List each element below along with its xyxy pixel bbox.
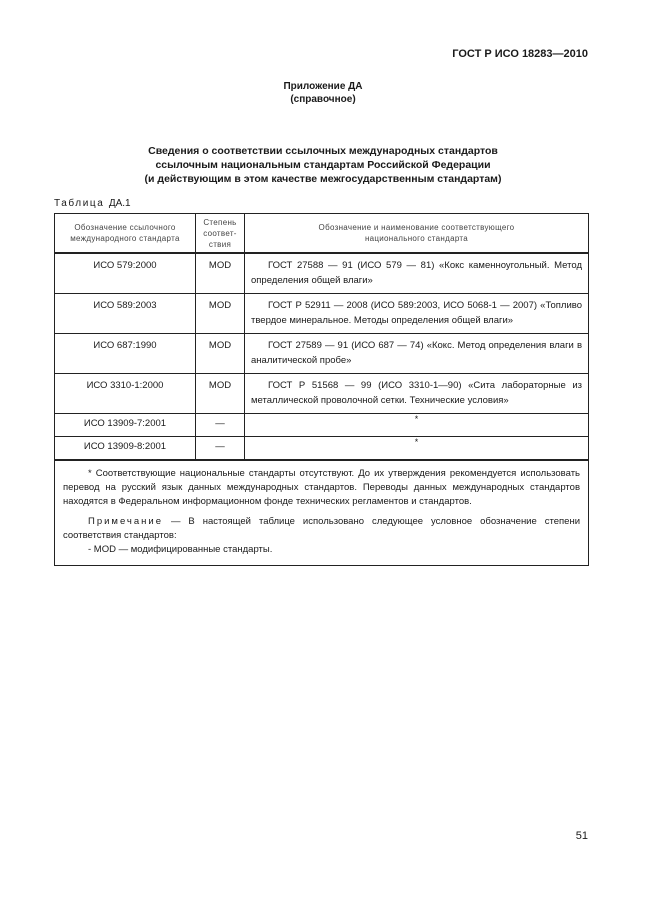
header-line: Степень: [203, 217, 237, 227]
note-item: [63, 543, 580, 557]
header-line: национального стандарта: [364, 234, 469, 243]
table-row: [55, 334, 589, 374]
header-line: международного стандарта: [70, 234, 180, 243]
intl-standard-cell: ИСО 579:2000: [55, 253, 196, 294]
appendix-subtitle: (справочное): [290, 94, 356, 105]
national-standard-text: ГОСТ Р 51568 — 99 (ИСО 3310-1—90) «Сита лабораторные из металлической проволочной сетки. Технические условия»: [251, 380, 582, 406]
degree-cell: MOD: [196, 253, 245, 294]
table-row: [55, 253, 589, 294]
table-row: [55, 294, 589, 334]
document-header: ГОСТ Р ИСО 18283—2010: [452, 48, 588, 60]
intl-standard-cell: ИСО 13909-8:2001: [55, 437, 196, 461]
national-standard-cell: [245, 294, 589, 334]
section-title: [0, 144, 646, 186]
table-caption: [54, 198, 131, 209]
national-standard-text: ГОСТ 27588 — 91 (ИСО 579 — 81) «Кокс каменноугольный. Метод определения общей влаги»: [251, 260, 582, 286]
degree-cell: MOD: [196, 334, 245, 374]
standards-table: [54, 213, 589, 566]
column-header-intl: [55, 214, 196, 254]
footnote-text: [63, 467, 580, 509]
degree-cell: MOD: [196, 374, 245, 414]
column-header-national: [245, 214, 589, 254]
table-footer-row: [55, 460, 589, 566]
column-header-degree: [196, 214, 245, 254]
page-number: 51: [575, 830, 588, 842]
national-standard-cell: [245, 374, 589, 414]
table-row: [55, 437, 589, 461]
header-line: соответ-: [203, 228, 237, 238]
note-paragraph: [63, 515, 580, 543]
national-standard-text: ГОСТ 27589 — 91 (ИСО 687 — 74) «Кокс. Метод определения влаги в аналитической пробе»: [251, 340, 582, 366]
header-line: ствия: [208, 239, 232, 249]
intl-standard-cell: ИСО 3310-1:2000: [55, 374, 196, 414]
degree-cell: MOD: [196, 294, 245, 334]
section-title-line: ссылочным национальным стандартам Российской Федерации: [155, 159, 491, 171]
section-title-line: Сведения о соответствии ссылочных международных стандартов: [148, 145, 498, 157]
national-standard-text: ГОСТ Р 52911 — 2008 (ИСО 589:2003, ИСО 5068-1 — 2007) «Топливо твердое минеральное. Методы определения общей влаги»: [251, 300, 582, 326]
degree-cell: —: [196, 414, 245, 437]
note-text: — В настоящей таблице использовано следующее условное обозначение степени соответствия стандартов:: [63, 516, 580, 541]
table-caption-number: ДА.1: [108, 198, 131, 209]
section-title-line: (и действующим в этом качестве межгосударственным стандартам): [144, 173, 502, 185]
note-item-text: - MOD — модифицированные стандарты.: [88, 544, 273, 555]
table-footnote-cell: [55, 460, 589, 566]
table-row: [55, 414, 589, 437]
table-caption-word: Таблица: [54, 198, 105, 209]
intl-standard-cell: ИСО 13909-7:2001: [55, 414, 196, 437]
national-standard-cell: [245, 334, 589, 374]
header-line: Обозначение ссылочного: [74, 223, 176, 232]
intl-standard-cell: ИСО 589:2003: [55, 294, 196, 334]
appendix-title: Приложение ДА: [283, 81, 363, 92]
national-standard-cell: *: [245, 437, 589, 461]
appendix-heading: [0, 80, 646, 106]
note-label: Примечание: [88, 516, 163, 527]
table-row: [55, 374, 589, 414]
table-header-row: [55, 214, 589, 254]
intl-standard-cell: ИСО 687:1990: [55, 334, 196, 374]
national-standard-cell: [245, 253, 589, 294]
header-line: Обозначение и наименование соответствующего: [318, 223, 515, 232]
degree-cell: —: [196, 437, 245, 461]
footnote-body: * Соответствующие национальные стандарты отсутствуют. До их утверждения рекомендуется использовать перевод на русский язык данных международных стандартов. Переводы данных международных стандартов находятся в Федеральном информационном фонде технических регламентов и стандартов.: [63, 468, 580, 507]
national-standard-cell: *: [245, 414, 589, 437]
